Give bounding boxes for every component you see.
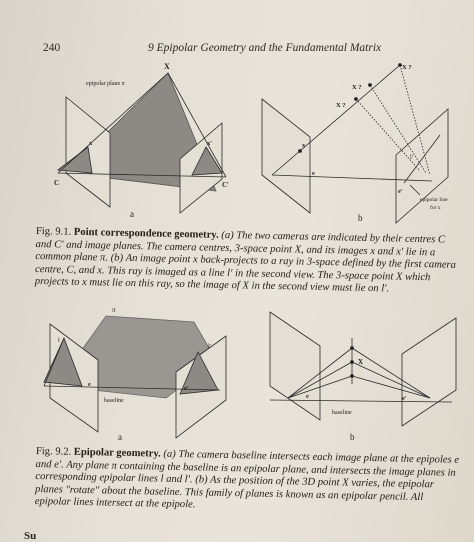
label-epipolar-line: epipolar line bbox=[420, 197, 448, 203]
subfig-label-b: b bbox=[358, 213, 363, 223]
footer-fragment: Su bbox=[24, 530, 37, 542]
label-eprime-2b: e′ bbox=[402, 395, 407, 402]
label-x-prime: x′ bbox=[207, 140, 213, 147]
caption-fig-9-2-number: Fig. 9.2. bbox=[35, 446, 72, 458]
caption-fig-9-2-title: Epipolar geometry. bbox=[73, 446, 161, 460]
label-X-q1: X ? bbox=[402, 64, 412, 71]
subfig-label-2b: b bbox=[350, 432, 355, 442]
label-C-prime: C′ bbox=[222, 181, 230, 189]
label-pi: π bbox=[112, 306, 116, 314]
label-C: C bbox=[54, 179, 60, 187]
label-l-prime: l′ bbox=[208, 343, 212, 350]
caption-fig-9-2-text: (a) The camera baseline intersects each image plane at the epipoles e and e′. Any plane π containing the baseline is an epipolar plane, and intersects the image planes in corresponding epipolar lines l and l′. (b) As the position of the 3D point X varies, the epipolar planes "rotate" about the baseline. This family of planes is known as an epipolar pencil. All epipolar lines intersect at the epipole. bbox=[34, 448, 460, 511]
label-e: e bbox=[88, 381, 91, 388]
figure-9-1a bbox=[58, 73, 226, 213]
page-number: 240 bbox=[43, 42, 61, 54]
caption-fig-9-1-title: Point correspondence geometry. bbox=[73, 226, 219, 241]
label-X: X bbox=[164, 62, 170, 71]
left-image-plane-2b bbox=[270, 312, 320, 420]
label-baseline: baseline bbox=[104, 398, 124, 404]
figure-9-2 bbox=[0, 290, 474, 445]
label-x-b: x bbox=[302, 142, 306, 149]
label-lprime-b: l′ bbox=[410, 154, 414, 161]
label-X-q3: X ? bbox=[336, 102, 346, 109]
back-projected-ray bbox=[272, 65, 400, 175]
right-image-plane-2b bbox=[402, 318, 456, 426]
left-image-plane-b bbox=[262, 99, 310, 213]
label-for-x: for x bbox=[430, 205, 441, 211]
label-x: x bbox=[89, 140, 93, 147]
chapter-title: 9 Epipolar Geometry and the Fundamental Matrix bbox=[148, 42, 382, 54]
figure-9-1 bbox=[0, 55, 474, 225]
caption-fig-9-1-number: Fig. 9.1. bbox=[35, 226, 72, 238]
caption-fig-9-1-text: (a) The two cameras are indicated by their centres C and C′ and image planes. The camera centres, 3-space point X, and its images x and x′ lie in a common plane π. (b) An image point x back-projects to a ray in 3-space defined by the first camera centre, C, and x. This ray is imaged as a line l′ in the second view. The 3-space point X which projects to x must lie on this ray, so the image of X in the second view must lie on l′. bbox=[34, 229, 457, 295]
label-epipolar-plane: epipolar plane π bbox=[86, 81, 125, 87]
label-eprime-b: e′ bbox=[398, 188, 403, 195]
label-e-prime: e′ bbox=[184, 385, 189, 392]
label-X-q2: X ? bbox=[352, 84, 362, 91]
label-e-b: e bbox=[312, 170, 315, 177]
subfig-label-2a: a bbox=[118, 432, 122, 442]
label-e-2b: e bbox=[306, 393, 309, 400]
label-X-2b: X bbox=[358, 358, 364, 366]
label-baseline-2b: baseline bbox=[332, 410, 352, 416]
caption-fig-9-1 bbox=[35, 226, 462, 298]
caption-fig-9-2 bbox=[35, 446, 462, 518]
figure-9-2a bbox=[44, 316, 226, 438]
figure-9-2b bbox=[270, 312, 456, 426]
subfig-label-a: a bbox=[130, 209, 134, 219]
label-l: l bbox=[58, 337, 60, 344]
